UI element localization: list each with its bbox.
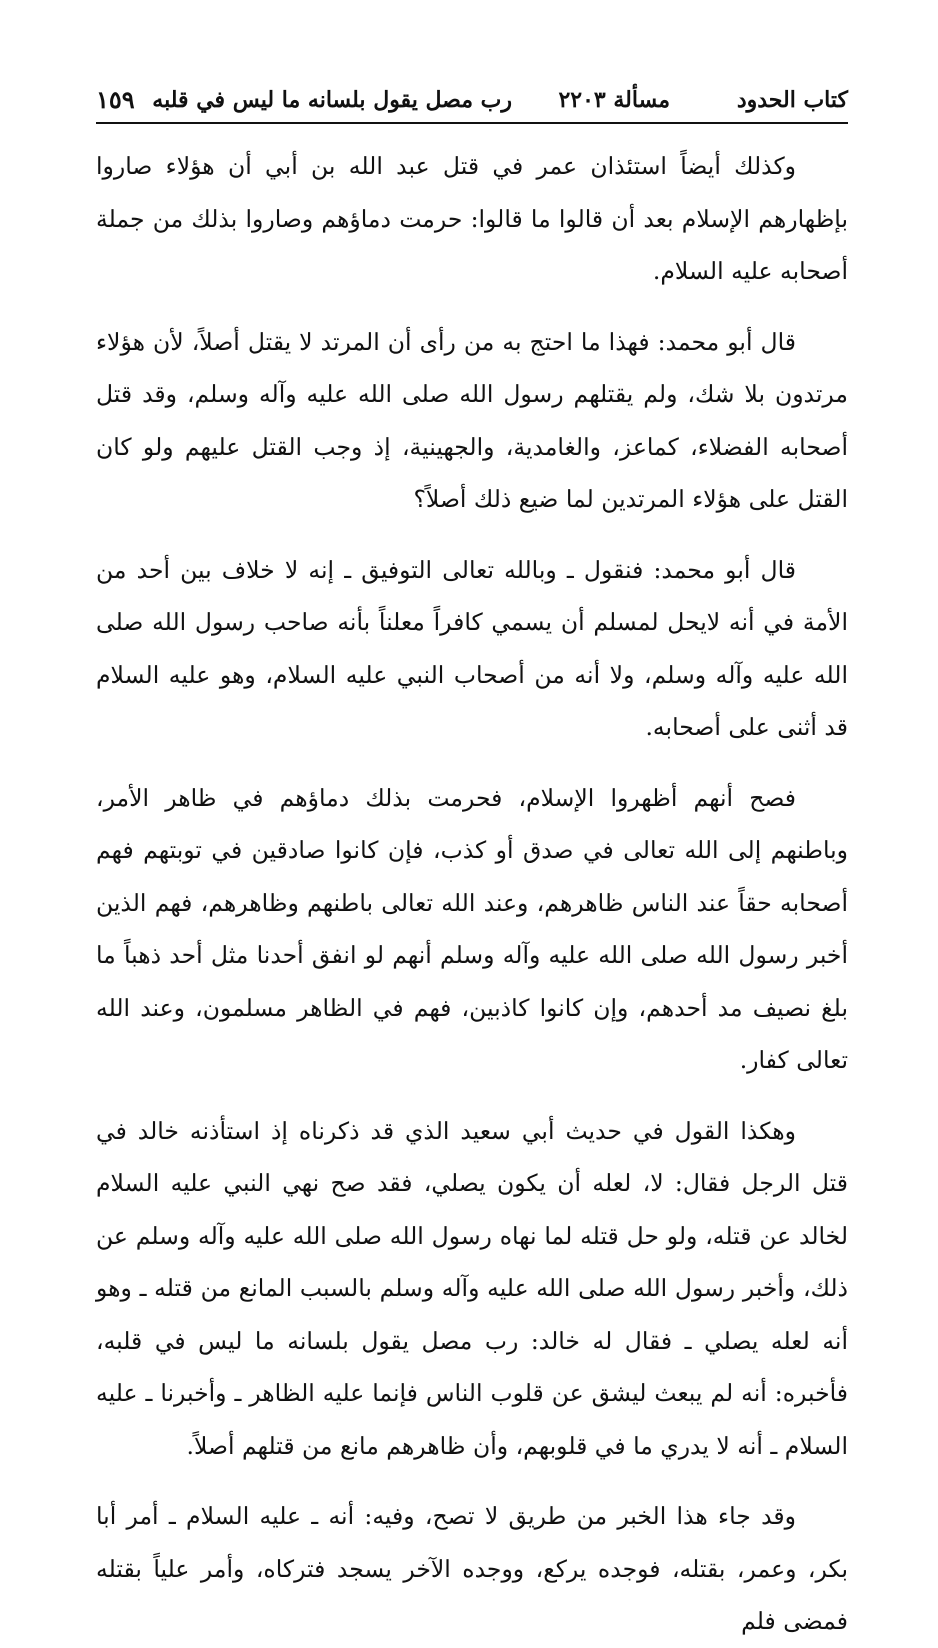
paragraph: وكذلك أيضاً استئذان عمر في قتل عبد الله بن أبي أن هؤلاء صاروا بإظهارهم الإسلام بعد أن قالوا ما قالوا: حرمت دماؤهم وصاروا بذلك من جملة أصحابه عليه السلام. xyxy=(96,152,848,285)
section-title: رب مصل يقول بلسانه ما ليس في قلبه xyxy=(152,87,512,113)
paragraph: فصح أنهم أظهروا الإسلام، فحرمت بذلك دماؤهم في ظاهر الأمر، وباطنهم إلى الله تعالى في صدق أو كذب، فإن كانوا صادقين في توبتهم فهم أصحابه حقاً عند الناس ظاهرهم، وعند الله تعالى باطنهم وظاهرهم، فهم الذين أخبر رسول الله صلى الله عليه وآله وسلم أنهم لو انفق أحدنا مثل أحد ذهباً ما بلغ نصيف مد أحدهم، وإن كانوا كاذبين، فهم في الظاهر مسلمون، وعند الله تعالى كفار. xyxy=(96,783,848,1074)
paragraph: وقد جاء هذا الخبر من طريق لا تصح، وفيه: أنه ـ عليه السلام ـ أمر أبا بكر، وعمر، بقتله، فوجده يركع، ووجده الآخر يسجد فتركاه، وأمر علياً بقتله فمضى فلم xyxy=(96,1502,848,1635)
page-header xyxy=(96,78,848,124)
book-page xyxy=(96,78,848,1635)
paragraph: قال أبو محمد: فنقول ـ وبالله تعالى التوفيق ـ إنه لا خلاف بين أحد من الأمة في أنه لايحل لمسلم أن يسمي كافراً معلناً بأنه صاحب رسول الله صلى الله عليه وآله وسلم، ولا أنه من أصحاب النبي عليه السلام، وهو عليه السلام قد أثنى على أصحابه. xyxy=(96,555,848,741)
page-body xyxy=(96,140,848,1648)
issue-number: مسألة ٢٢٠٣ xyxy=(558,87,670,113)
page-number: ١٥٩ xyxy=(96,85,135,114)
book-title: كتاب الحدود xyxy=(736,87,848,113)
paragraph: قال أبو محمد: فهذا ما احتج به من رأى أن المرتد لا يقتل أصلاً، لأن هؤلاء مرتدون بلا شك، ولم يقتلهم رسول الله صلى الله عليه وآله وسلم، وقد قتل أصحابه الفضلاء، كماعز، والغامدية، والجهينية، إذ وجب القتل عليهم ولو كان القتل على هؤلاء المرتدين لما ضيع ذلك أصلاً؟ xyxy=(96,327,848,513)
paragraph: وهكذا القول في حديث أبي سعيد الذي قد ذكرناه إذ استأذنه خالد في قتل الرجل فقال: لا، لعله أن يكون يصلي، فقد صح نهي النبي عليه السلام لخالد عن قتله، ولو حل قتله لما نهاه رسول الله صلى الله عليه وآله وسلم عن ذلك، وأخبر رسول الله صلى الله عليه وآله وسلم بالسبب المانع من قتله ـ وهو أنه لعله يصلي ـ فقال له خالد: رب مصل يقول بلسانه ما ليس في قلبه، فأخبره: أنه لم يبعث ليشق عن قلوب الناس فإنما عليه الظاهر ـ وأخبرنا ـ عليه السلام ـ أنه لا يدري ما في قلوبهم، وأن ظاهرهم مانع من قتلهم أصلاً. xyxy=(96,1116,848,1460)
